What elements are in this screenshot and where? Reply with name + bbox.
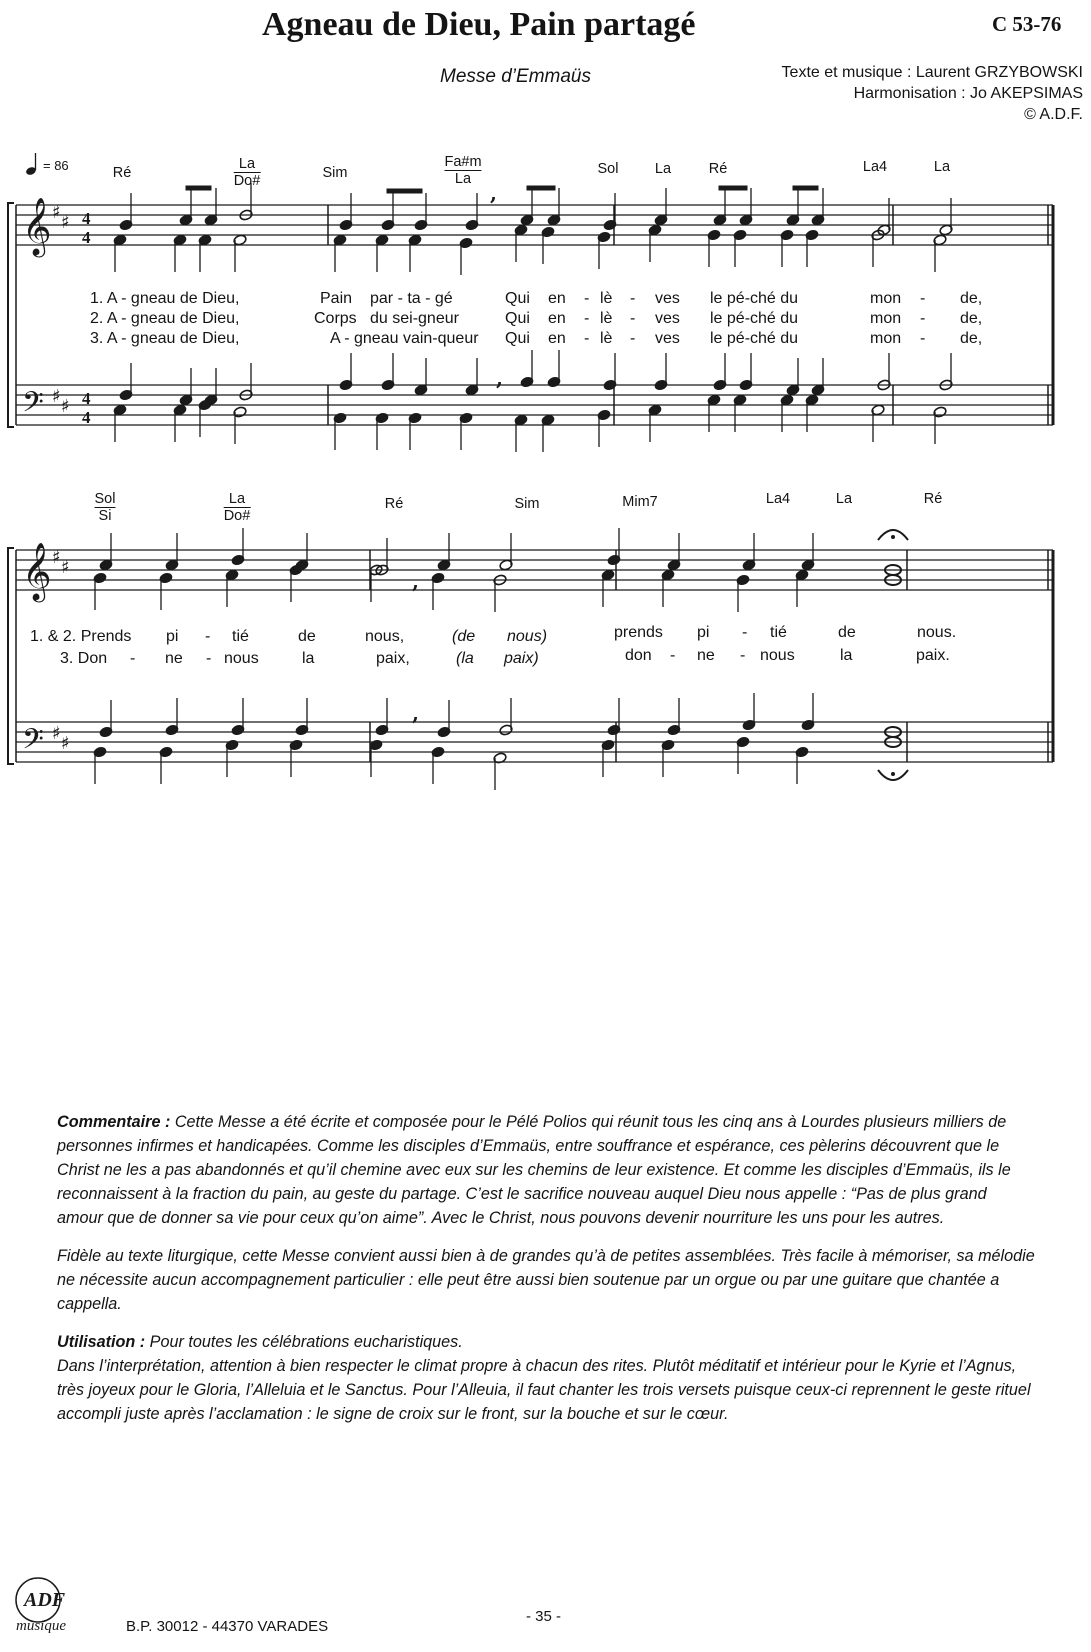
- lyric-line-1: [90, 290, 239, 308]
- logo-letters: ADF: [24, 1589, 66, 1611]
- lyric-syllable: de,: [960, 330, 983, 347]
- lyric-syllable: pi: [166, 628, 179, 645]
- lyric-syllable: 3. A - gneau de Dieu,: [90, 330, 240, 347]
- lyric-syllable: Qui: [505, 310, 530, 327]
- lyric-syllable: -: [130, 650, 136, 667]
- lyric-syllable: paix): [504, 650, 539, 667]
- lyric-syllable: le pé-ché du: [710, 310, 799, 327]
- lyric-syllable: -: [920, 310, 926, 327]
- time-signature: 4: [82, 228, 91, 247]
- lyric-syllable: Qui: [505, 330, 530, 347]
- subtitle: Messe d’Emmaüs: [440, 66, 591, 87]
- lyric-syllable: ves: [655, 310, 680, 327]
- usage-text: Pour toutes les célébrations eucharistiques.: [149, 1333, 463, 1351]
- lyric-syllable: nous: [224, 650, 259, 667]
- lyric-syllable: 2. A - gneau de Dieu,: [90, 310, 240, 327]
- lyric-syllable: mon: [870, 330, 902, 347]
- logo-script: musique: [16, 1618, 66, 1634]
- chord-top: La: [238, 156, 256, 172]
- lyric-syllable: (de: [452, 628, 476, 645]
- chord-bottom: Si: [95, 507, 116, 524]
- chord-symbol: [224, 491, 251, 524]
- lyric-syllable: -: [630, 310, 636, 327]
- chord-symbol: La: [933, 159, 951, 175]
- key-sharp-icon: ♯: [61, 733, 70, 754]
- breath-mark: ,: [412, 569, 419, 593]
- lyric-syllable: paix,: [376, 650, 410, 667]
- lyric-syllable: -: [584, 310, 590, 327]
- lyric-syllable: -: [670, 647, 676, 664]
- chord-top: La: [228, 491, 246, 507]
- lyric-syllable: en: [548, 290, 566, 307]
- chord-symbol: La: [654, 161, 672, 177]
- lyric-syllable: pi: [697, 624, 710, 641]
- treble-clef-icon: 𝄞: [22, 197, 52, 255]
- chord-symbol: La: [835, 491, 853, 507]
- lyric-syllable: -: [630, 330, 636, 347]
- system-bracket: [8, 203, 14, 427]
- credit-line: Texte et musique : Laurent GRZYBOWSKI: [781, 64, 1083, 81]
- bass-staff-1: [16, 385, 1053, 425]
- bass-clef-icon: 𝄢: [22, 386, 44, 426]
- note-beam: [387, 189, 422, 193]
- lyric-syllable: lè: [600, 330, 613, 347]
- lyric-syllable: ne: [697, 647, 715, 664]
- usage-label: Utilisation :: [57, 1333, 146, 1351]
- chord-symbol: Ré: [923, 491, 943, 507]
- lyric-syllable: le pé-ché du: [710, 290, 799, 307]
- credit-line: Harmonisation : Jo AKEPSIMAS: [853, 85, 1083, 102]
- breath-mark: ,: [412, 701, 419, 725]
- lyric-syllable: en: [548, 330, 566, 347]
- chord-bottom: Do#: [223, 508, 251, 524]
- commentary-text: Cette Messe a été écrite et composée pour le Pélé Polios qui réunit tous les cinq ans à Lourdes plusieurs milliers de personnes infirmes et handicapées. Comme les disciples d’Emmaüs, entre souffrance et espérance, ces pèlerins découvrent que le Christ ne les a pas abandonnés et qu’il chemine avec eux sur les chemins de leur existence. Et comme les disciples d’Emmaüs, ils le reconnaissent à la fraction du pain, au geste du partage. C’est le sacrifice nouveau auquel Dieu nous appelle : “Pas de plus grand amour que de donner sa vie pour ceux qu’on aime”. Avec le Christ, nous pouvons devenir nourriture les uns pour les autres.: [57, 1113, 1011, 1227]
- note-beam: [793, 186, 818, 190]
- key-sharp-icon: ♯: [61, 557, 70, 578]
- usage-paragraph: Dans l’interprétation, attention à bien respecter le climat propre à chacun des rites. Plutôt méditatif et intérieur pour le Kyrie et l’Agnus, très joyeux pour le Gloria, l’Alleluia et le Sanctus. Pour l’Alleuia, il faut chanter les trois versets puisque ceux-ci reprennent le geste rituel accompli juste après l’acclamation : le signe de croix sur le front, sur la bouche et sur le cœur.: [57, 1357, 1031, 1423]
- system-bracket: [8, 548, 14, 764]
- chord-symbol: [234, 156, 261, 189]
- lyric-syllable: lè: [600, 310, 613, 327]
- usage-paragraph: [57, 1330, 1035, 1354]
- lyric-syllable: -: [920, 330, 926, 347]
- lyric-syllable: le pé-ché du: [710, 330, 799, 347]
- key-sharp-icon: ♯: [52, 723, 61, 744]
- lyric-syllable: -: [584, 330, 590, 347]
- footer-address: B.P. 30012 - 44370 VARADES: [126, 1618, 329, 1635]
- lyric-syllable: 1. A - gneau de Dieu,: [90, 290, 240, 307]
- lyric-syllable: -: [205, 628, 211, 645]
- chord-symbol: Sim: [514, 496, 540, 512]
- lyric-syllable: de: [838, 624, 856, 641]
- lyric-syllable: en: [548, 310, 566, 327]
- note-beam: [527, 186, 555, 190]
- chord-symbol: Sim: [322, 165, 348, 181]
- lyric-syllable: ves: [655, 330, 680, 347]
- lyric-syllable: nous): [507, 628, 548, 645]
- lyric-syllable: mon: [870, 310, 902, 327]
- credit-line: © A.D.F.: [1024, 106, 1083, 123]
- bass-clef-icon: 𝄢: [22, 723, 44, 763]
- lyric-syllable: de: [298, 628, 316, 645]
- page-title: Agneau de Dieu, Pain partagé: [262, 6, 696, 43]
- lyric-syllable: Corps: [314, 310, 357, 327]
- breath-mark: ,: [496, 366, 503, 390]
- breath-mark: ,: [490, 181, 497, 205]
- lyric-syllable: -: [206, 650, 212, 667]
- key-sharp-icon: ♯: [61, 212, 70, 233]
- chord-symbol: La4: [765, 491, 791, 507]
- lyric-syllable: mon: [870, 290, 902, 307]
- chord-bottom: La: [444, 170, 481, 187]
- chord-top: Fa#m: [444, 154, 482, 170]
- chord-symbol: Ré: [708, 161, 728, 177]
- lyric-syllable: -: [584, 290, 590, 307]
- key-sharp-icon: ♯: [61, 396, 70, 417]
- lyric-syllable: lè: [600, 290, 613, 307]
- lyric-syllable: -: [740, 647, 746, 664]
- lyric-syllable: ne: [165, 650, 183, 667]
- chord-top: Sol: [94, 491, 116, 507]
- commentary-label: Commentaire :: [57, 1113, 171, 1131]
- lyric-syllable: par - ta - gé: [370, 290, 453, 307]
- lyric-syllable: de,: [960, 310, 983, 327]
- chord-bottom: Do#: [233, 173, 261, 189]
- lyric-syllable: la: [302, 650, 315, 667]
- chord-symbol: Sol: [597, 161, 619, 177]
- treble-clef-icon: 𝄞: [22, 542, 52, 600]
- lyric-syllable: Pain: [320, 290, 353, 307]
- lyric-syllable: tié: [770, 624, 787, 641]
- commentary-block: [57, 1110, 1035, 1426]
- catalog-code: C 53-76: [992, 12, 1062, 36]
- adf-logo: [10, 1570, 100, 1640]
- chord-symbol: Mim7: [622, 494, 658, 510]
- lyric-syllable: ves: [655, 290, 680, 307]
- note-beam: [186, 186, 211, 190]
- chord-symbol: [444, 154, 481, 187]
- lyric-syllable: 1. & 2. Prends: [30, 628, 132, 645]
- lyric-syllable: tié: [232, 628, 249, 645]
- chord-symbol: Ré: [112, 165, 132, 181]
- time-signature: 4: [82, 209, 91, 228]
- time-signature: 4: [82, 389, 91, 408]
- lyric-syllable: du sei-gneur: [370, 310, 459, 327]
- lyric-syllable: -: [920, 290, 926, 307]
- lyric-syllable: nous: [760, 647, 795, 664]
- time-signature: 4: [82, 408, 91, 427]
- lyric-syllable: prends: [614, 624, 663, 641]
- lyric-syllable: A - gneau vain-queur: [330, 330, 479, 347]
- lyric-syllable: nous,: [365, 628, 405, 645]
- chord-symbol: La4: [862, 159, 888, 175]
- lyric-syllable: de,: [960, 290, 983, 307]
- lyric-syllable: la: [840, 647, 853, 664]
- tempo-marking: = 86: [43, 158, 69, 173]
- lyric-syllable: don: [625, 647, 652, 664]
- note-beam: [719, 186, 747, 190]
- page-number: - 35 -: [526, 1608, 562, 1625]
- key-sharp-icon: ♯: [52, 202, 61, 223]
- key-sharp-icon: ♯: [52, 386, 61, 407]
- lyric-syllable: Qui: [505, 290, 530, 307]
- key-sharp-icon: ♯: [52, 547, 61, 568]
- lyric-syllable: 3. Don: [60, 650, 108, 667]
- commentary-paragraph: [57, 1110, 1035, 1230]
- lyric-syllable: -: [630, 290, 636, 307]
- chord-symbol: [95, 491, 116, 524]
- lyric-syllable: paix.: [916, 647, 950, 664]
- commentary-paragraph: Fidèle au texte liturgique, cette Messe convient aussi bien à de grandes qu’à de petites assemblées. Très facile à mémoriser, sa mélodie ne nécessite aucun accompagnement particulier : elle peut être aussi bien soutenue par un orgue ou par une guitare que chantée a cappella.: [57, 1247, 1035, 1313]
- lyric-syllable: (la: [456, 650, 474, 667]
- chord-symbol: Ré: [384, 496, 404, 512]
- lyric-syllable: nous.: [917, 624, 957, 641]
- treble-staff-1: [16, 205, 1053, 245]
- lyric-syllable: -: [742, 624, 748, 641]
